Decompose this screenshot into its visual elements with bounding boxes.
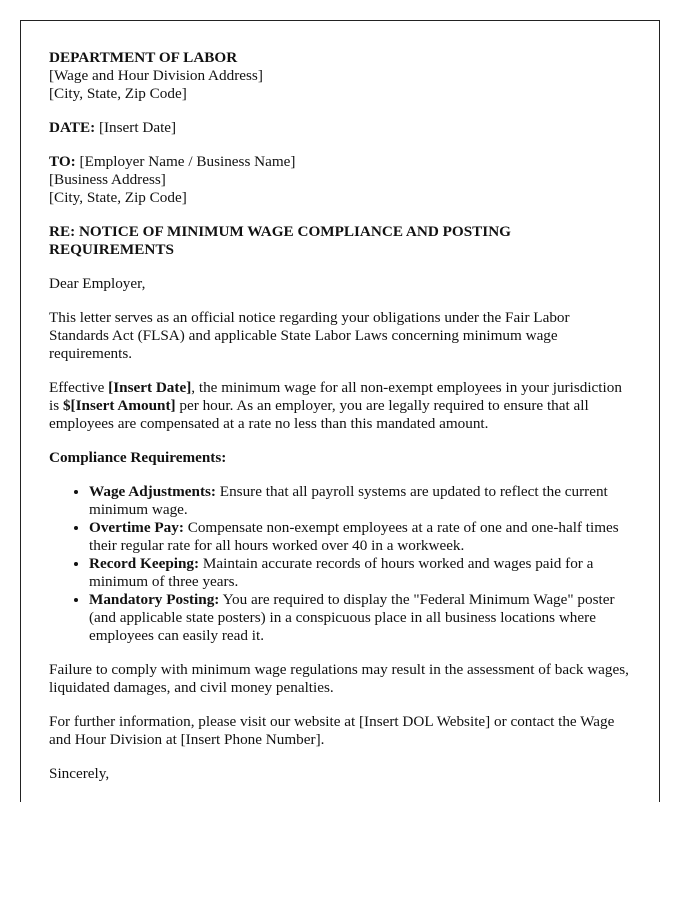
sender-block bbox=[49, 49, 631, 103]
list-item bbox=[89, 519, 631, 555]
subject-line bbox=[49, 223, 631, 259]
recipient-name: [Employer Name / Business Name] bbox=[75, 153, 296, 170]
date-value: [Insert Date] bbox=[95, 119, 177, 136]
sender-org: DEPARTMENT OF LABOR bbox=[49, 49, 238, 66]
recipient-block bbox=[49, 153, 631, 207]
date-label: DATE: bbox=[49, 119, 96, 136]
requirements-list bbox=[49, 483, 631, 645]
further-info-paragraph: For further information, please visit our website at [Insert DOL Website] or contact the Wage and Hour Division at [Insert Phone Number]. bbox=[49, 713, 615, 748]
closing: Sincerely, bbox=[49, 765, 110, 782]
sender-address: [Wage and Hour Division Address] bbox=[49, 67, 263, 84]
requirement-text: You are required to display the "Federal Minimum Wage" poster (and applicable state posters) in a conspicuous place in all business locations where employees can easily read it. bbox=[89, 591, 615, 644]
recipient-label: TO: bbox=[49, 153, 76, 170]
sender-city: [City, State, Zip Code] bbox=[49, 85, 187, 102]
letter-page bbox=[20, 20, 660, 802]
effective-amount-placeholder: $[Insert Amount] bbox=[62, 397, 176, 414]
effective-date-placeholder: [Insert Date] bbox=[108, 379, 192, 396]
effective-text-3: per hour. As an employer, you are legally required to ensure that all employees are compensated at a rate no less than this mandated amount. bbox=[49, 397, 589, 432]
list-item bbox=[89, 483, 631, 519]
failure-paragraph: Failure to comply with minimum wage regulations may result in the assessment of back wages, liquidated damages, and civil money penalties. bbox=[49, 661, 629, 696]
requirement-text: Maintain accurate records of hours worked and wages paid for a minimum of three years. bbox=[89, 555, 594, 590]
requirement-title: Record Keeping: bbox=[89, 555, 200, 572]
recipient-address: [Business Address] bbox=[49, 171, 166, 188]
effective-paragraph bbox=[49, 379, 631, 433]
recipient-name-line bbox=[49, 153, 631, 171]
date-line bbox=[49, 119, 631, 137]
requirement-title: Mandatory Posting: bbox=[89, 591, 220, 608]
requirement-text: Ensure that all payroll systems are updated to reflect the current minimum wage. bbox=[89, 483, 608, 518]
effective-text-2: , the minimum wage for all non-exempt employees in your jurisdiction is bbox=[49, 379, 622, 414]
requirements-heading bbox=[49, 449, 631, 467]
list-item bbox=[89, 591, 631, 645]
effective-text-1: Effective bbox=[49, 379, 109, 396]
requirement-title: Wage Adjustments: bbox=[89, 483, 216, 500]
requirements-heading-text: Compliance Requirements: bbox=[49, 449, 227, 466]
subject-text: RE: NOTICE OF MINIMUM WAGE COMPLIANCE AND POSTING REQUIREMENTS bbox=[49, 223, 511, 258]
recipient-city: [City, State, Zip Code] bbox=[49, 189, 187, 206]
requirement-title: Overtime Pay: bbox=[89, 519, 184, 536]
requirement-text: Compensate non-exempt employees at a rate of one and one-half times their regular rate for all hours worked over 40 in a workweek. bbox=[89, 519, 619, 554]
list-item bbox=[89, 555, 631, 591]
salutation: Dear Employer, bbox=[49, 275, 146, 292]
intro-paragraph: This letter serves as an official notice regarding your obligations under the Fair Labor Standards Act (FLSA) and applicable State Labor Laws concerning minimum wage requirements. bbox=[49, 309, 570, 362]
